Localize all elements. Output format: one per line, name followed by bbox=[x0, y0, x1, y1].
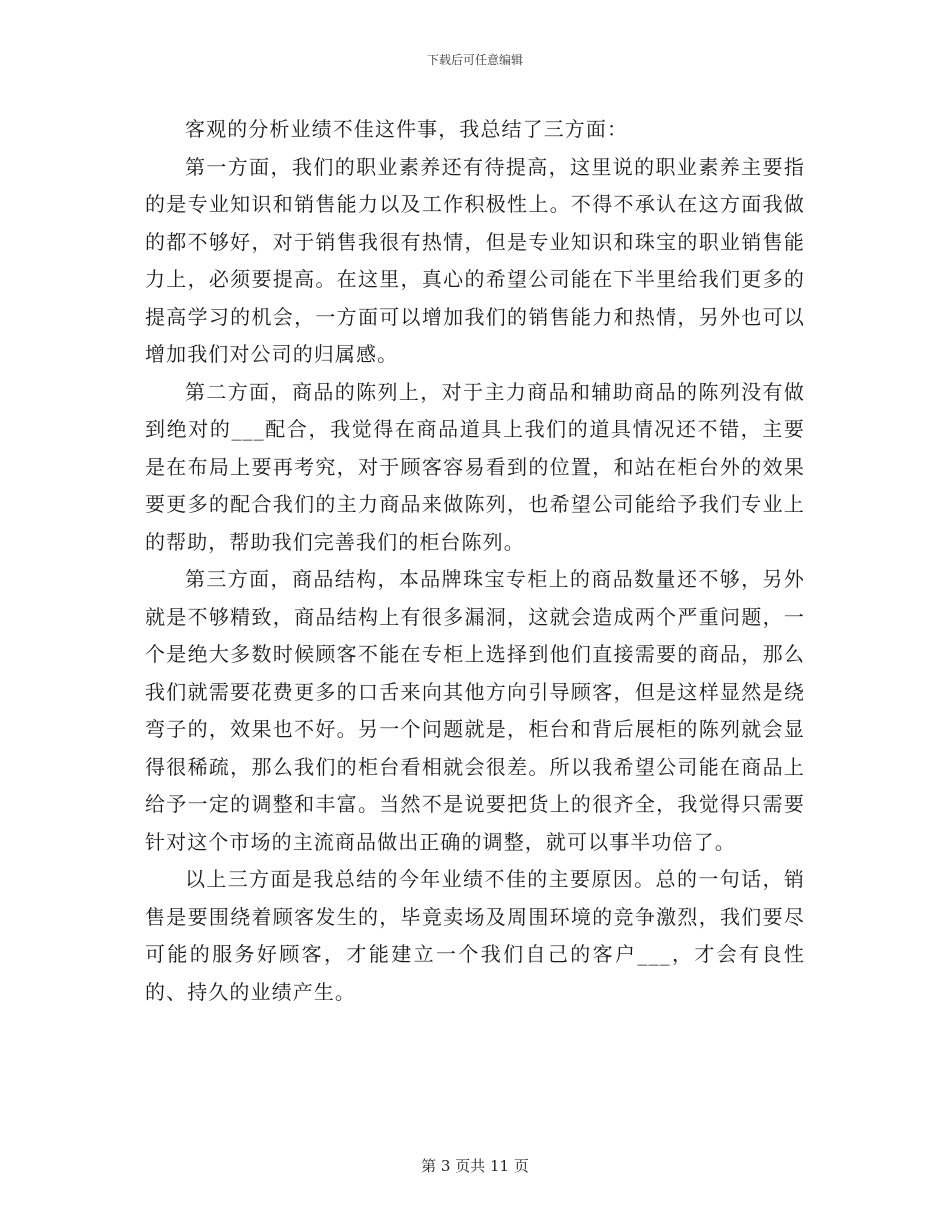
paragraph-intro: 客观的分析业绩不佳这件事，我总结了三方面： bbox=[185, 117, 629, 141]
document-body bbox=[145, 111, 805, 1011]
paragraph-conclusion: 以上三方面是我总结的今年业绩不佳的主要原因。总的一句话，销售是要围绕着顾客发生的，毕竟卖场及周围环境的竞争激烈，我们要尽可能的服务好顾客，才能建立一个我们自己的客户___，才会有良性的、持久的业绩产生。 bbox=[145, 867, 805, 1004]
page-header-note: 下载后可任意编辑 bbox=[426, 53, 523, 67]
paragraph-second-aspect: 第二方面，商品的陈列上，对于主力商品和辅助商品的陈列没有做到绝对的___配合，我觉得在商品道具上我们的道具情况还不错，主要是在布局上要再考究，对于顾客容易看到的位置，和站在柜台外的效果要更多的配合我们的主力商品来做陈列，也希望公司能给予我们专业上的帮助，帮助我们完善我们的柜台陈列。 bbox=[145, 379, 805, 554]
paragraph-third-aspect: 第三方面，商品结构，本品牌珠宝专柜上的商品数量还不够，另外就是不够精致，商品结构上有很多漏洞，这就会造成两个严重问题，一个是绝大多数时候顾客不能在专柜上选择到他们直接需要的商品，那么我们就需要花费更多的口舌来向其他方向引导顾客，但是这样显然是绕弯子的，效果也不好。另一个问题就是，柜台和背后展柜的陈列就会显得很稀疏，那么我们的柜台看相就会很差。所以我希望公司能在商品上给予一定的调整和丰富。当然不是说要把货上的很齐全，我觉得只需要针对这个市场的主流商品做出正确的调整，就可以事半功倍了。 bbox=[145, 567, 805, 854]
paragraph-first-aspect: 第一方面，我们的职业素养还有待提高，这里说的职业素养主要指的是专业知识和销售能力以及工作积极性上。不得不承认在这方面我做的都不够好，对于销售我很有热情，但是专业知识和珠宝的职业销售能力上，必须要提高。在这里，真心的希望公司能在下半里给我们更多的提高学习的机会，一方面可以增加我们的销售能力和热情，另外也可以增加我们对公司的归属感。 bbox=[145, 154, 805, 366]
page-number-footer: 第 3 页共 11 页 bbox=[421, 1157, 529, 1175]
